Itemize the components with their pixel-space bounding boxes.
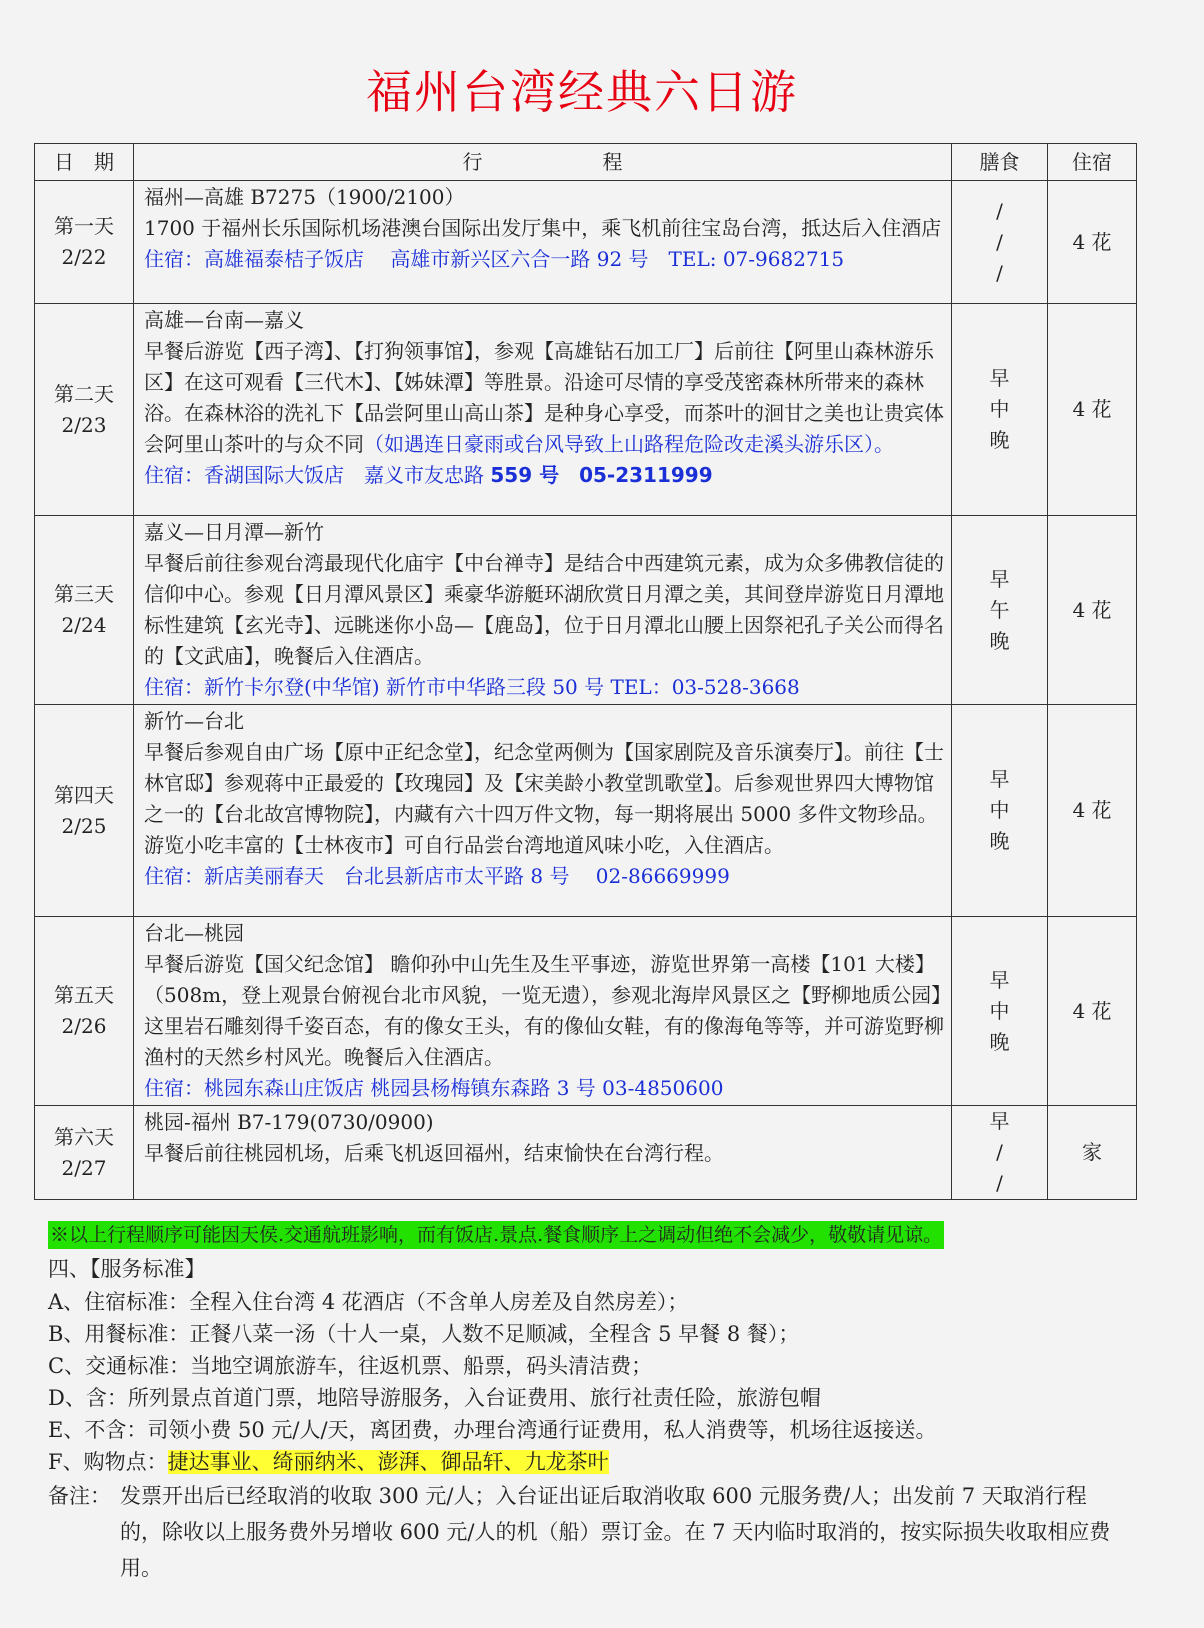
service-f-label: F、购物点： (48, 1450, 168, 1474)
meal-mark: / (996, 260, 1003, 285)
day-description: 1700 于福州长乐国际机场港澳台国际出发厅集中，乘飞机前往宝岛台湾，抵达后入住酒店 (144, 216, 942, 240)
table-row (35, 181, 1137, 304)
day-label: 第三天 (54, 582, 114, 606)
hotel-phone: 559 号 05-2311999 (490, 463, 713, 487)
shopping-list: 捷达事业、绮丽纳米、澎湃、御品轩、九龙茶叶 (167, 1450, 609, 1474)
plan-cell (134, 516, 952, 705)
meal-mark: 中 (989, 798, 1010, 822)
day-description: 早餐后前往桃园机场，后乘飞机返回福州，结束愉快在台湾行程。 (144, 1141, 724, 1165)
day-cell (35, 917, 134, 1106)
service-d: D、含：所列景点首道门票，地陪导游服务，入台证费用、旅行社责任险，旅游包帽 (48, 1386, 821, 1410)
header-meals: 膳食 (952, 144, 1048, 181)
notice-banner: ※以上行程顺序可能因天侯.交通航班影响，而有饭店.景点.餐食顺序上之调动但绝不会减少，敬敬请见谅。 (48, 1221, 944, 1249)
day-cell (35, 304, 134, 516)
page-title: 福州台湾经典六日游 (366, 65, 798, 119)
meals-cell (952, 917, 1048, 1106)
meal-mark: 中 (989, 998, 1010, 1023)
day-description: 早餐后游览【国父纪念馆】 瞻仰孙中山先生及生平事迹，游览世界第一高楼【101 大楼】（508m，登上观景台俯视台北市风貌，一览无遗），参观北海岸风景区之【野柳地质公园】这里岩石雕刻得千姿百态，有的像女王头，有的像仙女鞋，有的像海龟等等，并可游览野柳渔村的天然乡村风光。晚餐后入住酒店。 (144, 952, 944, 1069)
meal-mark: 早 (989, 767, 1010, 791)
meal-mark: / (996, 229, 1003, 254)
route: 高雄—台南—嘉义 (144, 308, 304, 332)
table-row (35, 705, 1137, 917)
table-row (35, 1106, 1137, 1200)
meal-mark: 中 (989, 397, 1010, 421)
day-label: 第二天 (54, 381, 114, 406)
day-cell (35, 181, 134, 304)
meal-mark: 早 (989, 967, 1010, 992)
remark (48, 1478, 1128, 1586)
service-a: A、住宿标准：全程入住台湾 4 花酒店（不含单人房差及自然房差）； (48, 1290, 689, 1314)
meal-mark: 早 (989, 1109, 1010, 1133)
services-heading: 四、【服务标准】 (48, 1257, 206, 1281)
meal-mark: 晚 (989, 628, 1010, 653)
day-label: 第五天 (54, 983, 114, 1007)
table-row (35, 917, 1137, 1106)
weather-note: （如遇连日豪雨或台风导致上山路程危险改走溪头游乐区）。 (364, 432, 894, 456)
meal-mark: / (996, 1140, 1003, 1164)
day-description: 早餐后参观自由广场【原中正纪念堂】，纪念堂两侧为【国家剧院及音乐演奏厅】。前往【士林官邸】参观蒋中正最爱的【玫瑰园】及【宋美龄小教堂凯歌堂】。后参观世界四大博物馆之一的【台北故宫博物院】，内藏有六十四万件文物，每一期将展出 5000 多件文物珍品。游览小吃丰富的【士林夜市】可自行品尝台湾地道风味小吃，入住酒店。 (144, 740, 944, 857)
day-cell (35, 516, 134, 705)
plan-cell (134, 1106, 952, 1200)
meal-mark: / (996, 1171, 1003, 1195)
plan-cell (134, 917, 952, 1106)
stay-cell: 4 花 (1048, 304, 1137, 516)
remark-label: 备注： (48, 1484, 111, 1508)
hotel-info: 住宿：高雄福泰桔子饭店 高雄市新兴区六合一路 92 号 TEL: 07-9682715 (144, 247, 845, 271)
table-row (35, 516, 1137, 705)
meals-cell (952, 181, 1048, 304)
meal-mark: 晚 (989, 829, 1010, 853)
route: 嘉义—日月潭—新竹 (144, 520, 324, 544)
plan-cell (134, 705, 952, 917)
remark-text: 发票开出后已经取消的收取 300 元/人；入台证出证后取消收取 600 元服务费/人；出发前 7 天取消行程的，除收以上服务费外另增收 600 元/人的机（船）票订金。在 7 天内临时取消的，按实际损失收取相应费用。 (120, 1484, 1111, 1580)
plan-cell (134, 181, 952, 304)
stay-cell: 4 花 (1048, 516, 1137, 705)
meal-mark: 晚 (989, 428, 1010, 452)
route: 福州—高雄 B7275（1900/2100） (144, 185, 465, 209)
day-date: 2/23 (61, 412, 107, 437)
meals-cell (952, 516, 1048, 705)
route: 台北—桃园 (144, 921, 244, 945)
day-date: 2/27 (61, 1155, 107, 1180)
meals-cell (952, 705, 1048, 917)
header-date: 日 期 (35, 144, 134, 181)
service-b: B、用餐标准：正餐八菜一汤（十人一桌，人数不足顺减，全程含 5 早餐 8 餐）； (48, 1322, 800, 1346)
meal-mark: 晚 (989, 1029, 1010, 1054)
route: 新竹—台北 (144, 709, 244, 733)
route: 桃园-福州 B7-179(0730/0900) (144, 1110, 434, 1134)
day-label: 第六天 (54, 1124, 114, 1149)
meals-cell (952, 304, 1048, 516)
service-f (48, 1446, 609, 1478)
hotel-info: 住宿：新竹卡尔登(中华馆) 新竹市中华路三段 50 号 TEL：03-528-3668 (144, 675, 800, 699)
stay-cell: 4 花 (1048, 917, 1137, 1106)
meals-cell (952, 1106, 1048, 1200)
day-description: 早餐后前往参观台湾最现代化庙宇【中台禅寺】是结合中西建筑元素，成为众多佛教信徒的信仰中心。参观【日月潭风景区】乘豪华游艇环湖欣赏日月潭之美，其间登岸游览日月潭地标性建筑【玄光寺】、远眺迷你小岛—【鹿岛】，位于日月潭北山腰上因祭祀孔子关公而得名的【文武庙】，晚餐后入住酒店。 (144, 551, 944, 668)
day-date: 2/26 (61, 1014, 107, 1038)
header-stay: 住宿 (1048, 144, 1137, 181)
service-c: C、交通标准：当地空调旅游车，往返机票、船票，码头清洁费； (48, 1354, 653, 1378)
day-date: 2/24 (61, 613, 107, 637)
day-cell (35, 705, 134, 917)
hotel-info: 住宿：新店美丽春天 台北县新店市太平路 8 号 02-86669999 (144, 864, 730, 888)
day-date: 2/25 (61, 813, 107, 838)
hotel-info: 住宿：桃园东森山庄饭店 桃园县杨梅镇东森路 3 号 03-4850600 (144, 1076, 724, 1100)
stay-cell: 4 花 (1048, 705, 1137, 917)
day-label: 第一天 (54, 214, 114, 238)
day-cell (35, 1106, 134, 1200)
stay-cell: 家 (1048, 1106, 1137, 1200)
day-date: 2/22 (61, 245, 107, 269)
itinerary-table (34, 143, 1137, 1200)
table-header-row (35, 144, 1137, 181)
plan-cell (134, 304, 952, 516)
hotel-info: 住宿：香湖国际大饭店 嘉义市友忠路 559 号 05-2311999 (144, 463, 713, 487)
table-row (35, 304, 1137, 516)
meal-mark: 午 (989, 597, 1010, 622)
day-description: 早餐后游览【西子湾】、【打狗领事馆】，参观【高雄钻石加工厂】后前往【阿里山森林游乐区】在这可观看【三代木】、【姊妹潭】等胜景。沿途可尽情的享受茂密森林所带来的森林浴。在森林浴的洗礼下【品尝阿里山高山茶】是种身心享受，而茶叶的洄甘之美也让贵宾体会阿里山茶叶的与众不同（如遇连日豪雨或台风导致上山路程危险改走溪头游乐区）。 (144, 339, 944, 456)
meal-mark: 早 (989, 566, 1010, 591)
meal-mark: / (996, 198, 1003, 223)
day-label: 第四天 (54, 782, 114, 807)
header-plan: 行 程 (134, 144, 952, 181)
service-e: E、不含：司领小费 50 元/人/天，离团费，办理台湾通行证费用，私人消费等，机场往返接送。 (48, 1418, 937, 1442)
stay-cell: 4 花 (1048, 181, 1137, 304)
meal-mark: 早 (989, 366, 1010, 390)
